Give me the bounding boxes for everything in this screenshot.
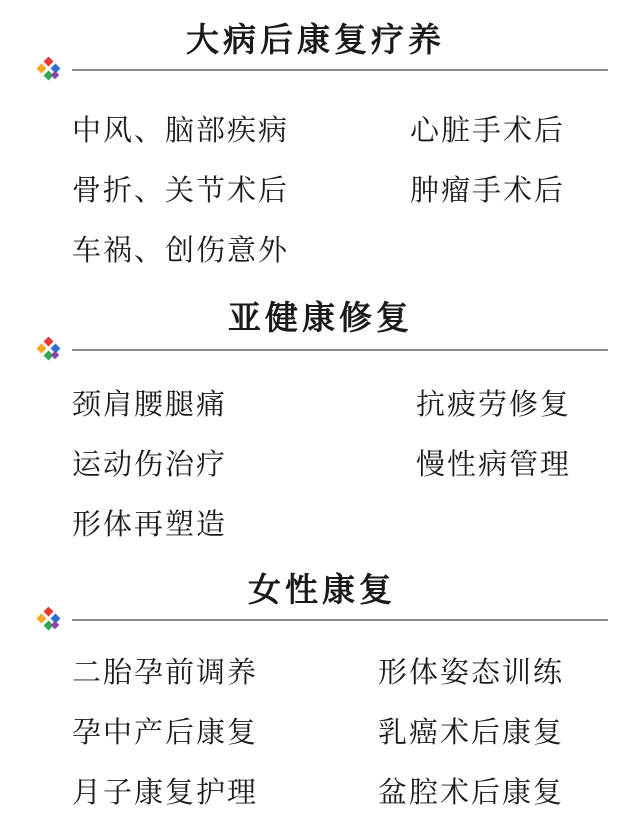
list-item: 月子康复护理 [72, 775, 259, 809]
section-divider [34, 60, 608, 80]
list-item: 车祸、创伤意外 [72, 233, 290, 267]
list-item: 中风、脑部疾病 [72, 113, 290, 147]
section-divider [34, 610, 608, 630]
list-item: 形体再塑造 [72, 507, 228, 541]
list-item: 心脏手术后 [410, 113, 566, 147]
list-item: 骨折、关节术后 [72, 173, 290, 207]
list-item: 抗疲劳修复 [416, 387, 572, 421]
list-item: 慢性病管理 [416, 447, 572, 481]
list-item: 肿瘤手术后 [410, 173, 566, 207]
list-item: 盆腔术后康复 [378, 775, 565, 809]
list-item: 颈肩腰腿痛 [72, 387, 228, 421]
logo-icon [36, 337, 64, 363]
logo-icon [36, 57, 64, 83]
section-divider [34, 340, 608, 360]
section-title-women-rehab: 女性康复 [248, 570, 396, 609]
section-title-sub-health: 亚健康修复 [228, 298, 413, 337]
list-item: 形体姿态训练 [378, 655, 565, 689]
logo-icon [36, 607, 64, 633]
list-item: 孕中产后康复 [72, 715, 259, 749]
list-item: 运动伤治疗 [72, 447, 228, 481]
list-item: 乳癌术后康复 [378, 715, 565, 749]
section-title-post-illness: 大病后康复疗养 [186, 20, 445, 59]
list-item: 二胎孕前调养 [72, 655, 259, 689]
